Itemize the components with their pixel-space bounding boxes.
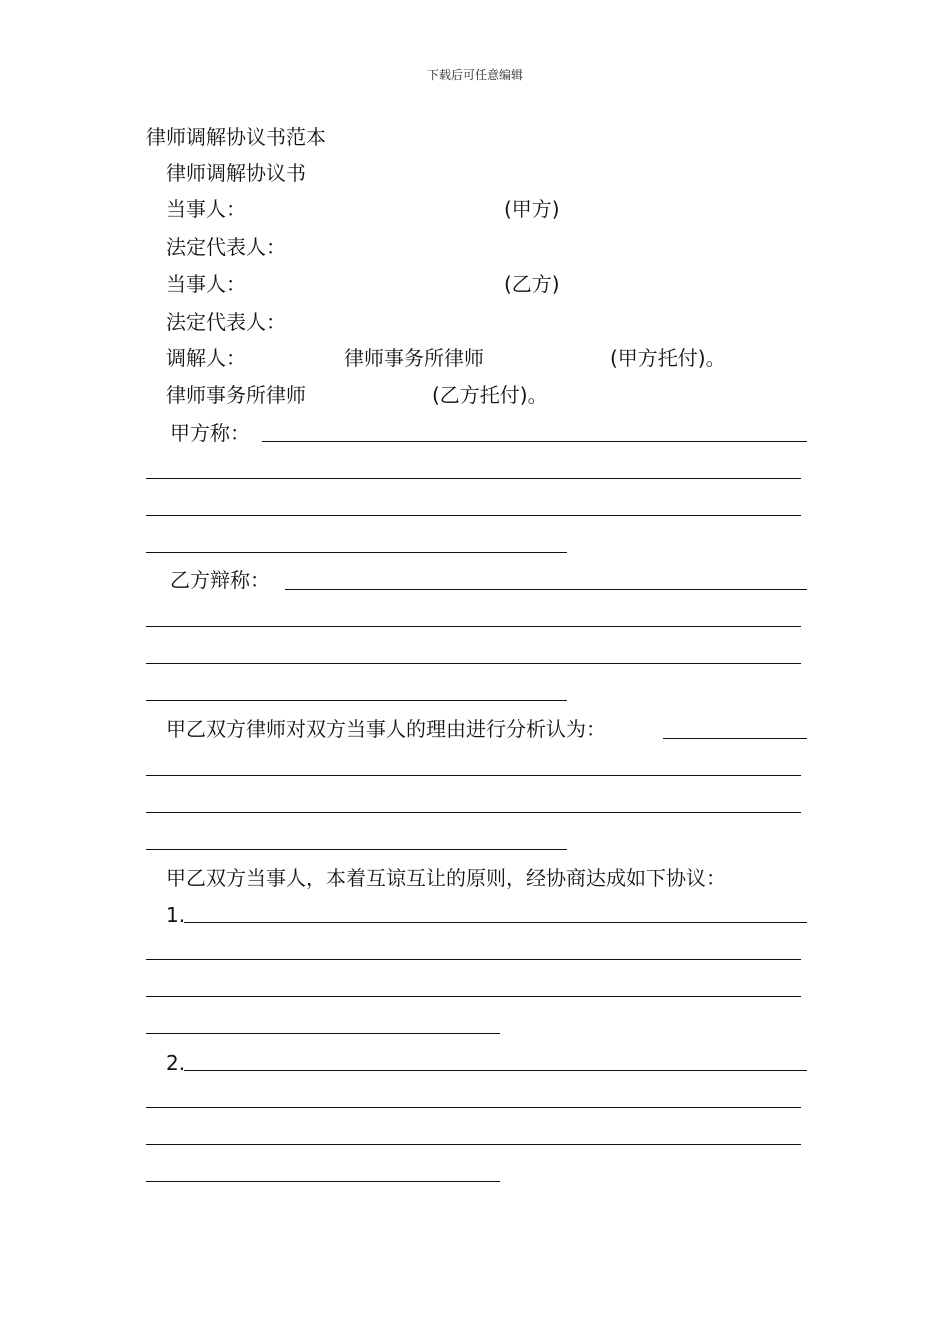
analysis-line[interactable] — [146, 775, 801, 776]
agreement-item-2-number: 2. — [166, 1051, 186, 1075]
claim-b-line[interactable] — [146, 663, 801, 664]
claim-a-line[interactable] — [146, 478, 801, 479]
document-title: 律师调解协议书范本 — [146, 125, 326, 149]
claim-a-label: 甲方称： — [170, 421, 250, 445]
page-header-note: 下载后可任意编辑 — [426, 68, 523, 82]
analysis-line[interactable] — [146, 849, 567, 850]
lawyer-firm-b: 律师事务所律师 — [166, 383, 306, 407]
party-b-role: (乙方) — [504, 272, 560, 296]
claim-b-line[interactable] — [285, 589, 807, 590]
agreement-item-1-number: 1. — [166, 903, 186, 927]
analysis-line[interactable] — [663, 738, 807, 739]
agreement-item-2-line[interactable] — [146, 1107, 801, 1108]
agreement-item-1-line[interactable] — [146, 996, 801, 997]
entrust-a: (甲方托付)。 — [610, 346, 726, 370]
party-a-role: (甲方) — [504, 197, 560, 221]
document-subtitle: 律师调解协议书 — [166, 161, 306, 185]
legal-rep-a-label: 法定代表人： — [166, 235, 286, 259]
agreement-item-1-line[interactable] — [146, 1033, 500, 1034]
party-b-label: 当事人： — [166, 272, 246, 296]
analysis-label: 甲乙双方律师对双方当事人的理由进行分析认为： — [166, 717, 606, 741]
mediator-label: 调解人： — [166, 346, 246, 370]
agreement-item-2-line[interactable] — [146, 1144, 801, 1145]
entrust-b: (乙方托付)。 — [432, 383, 548, 407]
party-a-label: 当事人： — [166, 197, 246, 221]
claim-b-line[interactable] — [146, 626, 801, 627]
claim-a-line[interactable] — [146, 552, 567, 553]
agreement-item-1-line[interactable] — [184, 922, 807, 923]
analysis-line[interactable] — [146, 812, 801, 813]
agreement-intro: 甲乙双方当事人，本着互谅互让的原则，经协商达成如下协议： — [166, 866, 726, 890]
claim-a-line[interactable] — [146, 515, 801, 516]
agreement-item-2-line[interactable] — [184, 1070, 807, 1071]
legal-rep-b-label: 法定代表人： — [166, 310, 286, 334]
agreement-item-2-line[interactable] — [146, 1181, 500, 1182]
agreement-item-1-line[interactable] — [146, 959, 801, 960]
claim-a-line[interactable] — [262, 441, 807, 442]
claim-b-label: 乙方辩称： — [170, 568, 270, 592]
lawyer-firm-a: 律师事务所律师 — [344, 346, 484, 370]
claim-b-line[interactable] — [146, 700, 567, 701]
